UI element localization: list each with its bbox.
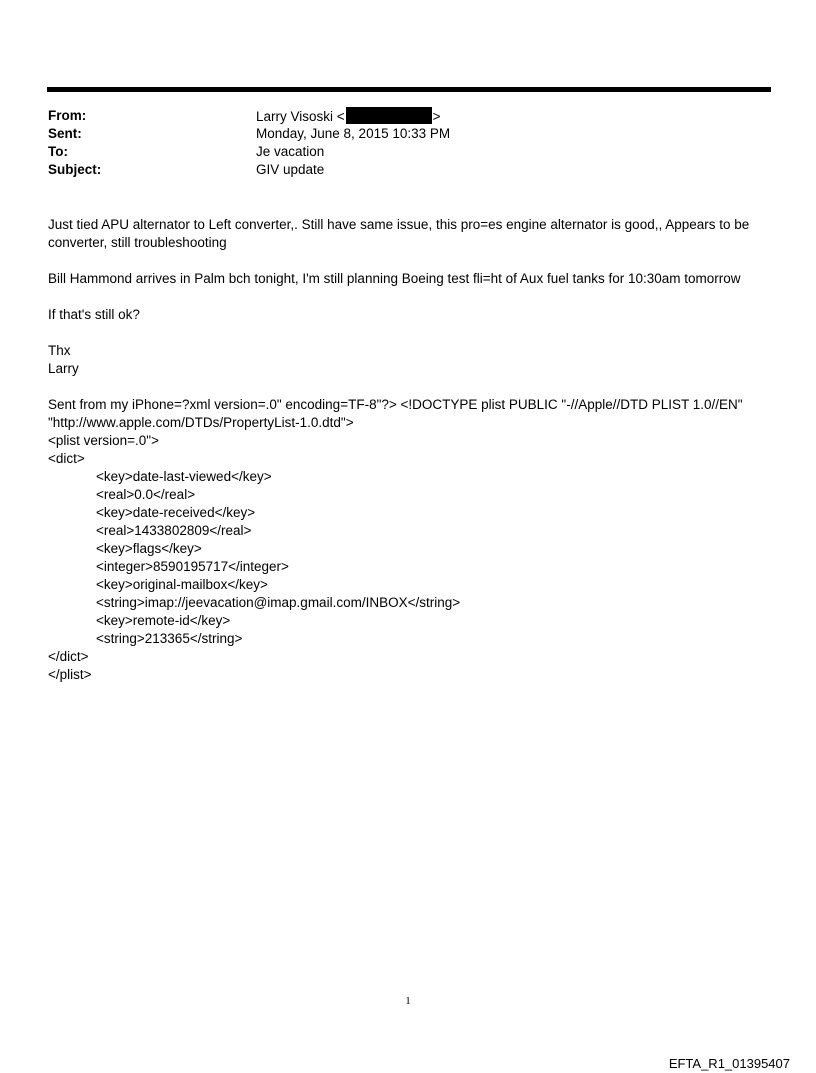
to-label: To: (48, 144, 68, 159)
sender-name: Larry Visoski < (256, 109, 345, 124)
subject-value: GIV update (256, 162, 325, 177)
dict-close: </dict> (48, 649, 89, 664)
header-rule (47, 87, 771, 92)
sent-value: Monday, June 8, 2015 10:33 PM (256, 126, 451, 141)
plist-line: <key>remote-id</key> (96, 613, 231, 628)
plist-line: <key>date-received</key> (96, 505, 256, 520)
from-label: From: (48, 108, 87, 123)
thanks-line: Thx (48, 343, 71, 358)
plist-line: <key>original-mailbox</key> (96, 577, 268, 592)
plist-close: </plist> (48, 667, 92, 682)
redaction-box (346, 107, 432, 124)
plist-line: <key>flags</key> (96, 541, 202, 556)
signature: Larry (48, 361, 79, 376)
plist-open: <plist version=.0"> (48, 433, 159, 448)
from-value (256, 107, 441, 126)
sender-bracket: > (432, 109, 441, 124)
sent-from-line: Sent from my iPhone=?xml version=.0" encoding=TF-8"?> <!DOCTYPE plist PUBLIC "-//Apple//DTD PLIST 1.0//EN" "http://www.apple.com/DTDs/PropertyList-1.0.dtd"> (48, 397, 743, 430)
plist-line: <real>0.0</real> (96, 487, 196, 502)
document-stamp: EFTA_R1_01395407 (668, 1056, 790, 1071)
body-paragraph-1: Just tied APU alternator to Left converter,. Still have same issue, this pro=es engine alternator is good,, Appears to be converter, still troubleshooting (48, 217, 750, 250)
body-paragraph-3: If that's still ok? (48, 307, 140, 322)
page-number: 1 (405, 995, 411, 1007)
to-value: Je vacation (256, 144, 325, 159)
plist-line: <integer>8590195717</integer> (96, 559, 289, 574)
plist-line: <string>imap://jeevacation@imap.gmail.com/INBOX</string> (96, 595, 461, 610)
plist-line: <real>1433802809</real> (96, 523, 252, 538)
plist-line: <key>date-last-viewed</key> (96, 469, 272, 484)
dict-open: <dict> (48, 451, 85, 466)
sent-label: Sent: (48, 126, 82, 141)
subject-label: Subject: (48, 162, 102, 177)
email-body (48, 216, 770, 684)
body-paragraph-2: Bill Hammond arrives in Palm bch tonight, I'm still planning Boeing test fli=ht of Aux fuel tanks for 10:30am tomorrow (48, 271, 741, 286)
plist-line: <string>213365</string> (96, 631, 243, 646)
